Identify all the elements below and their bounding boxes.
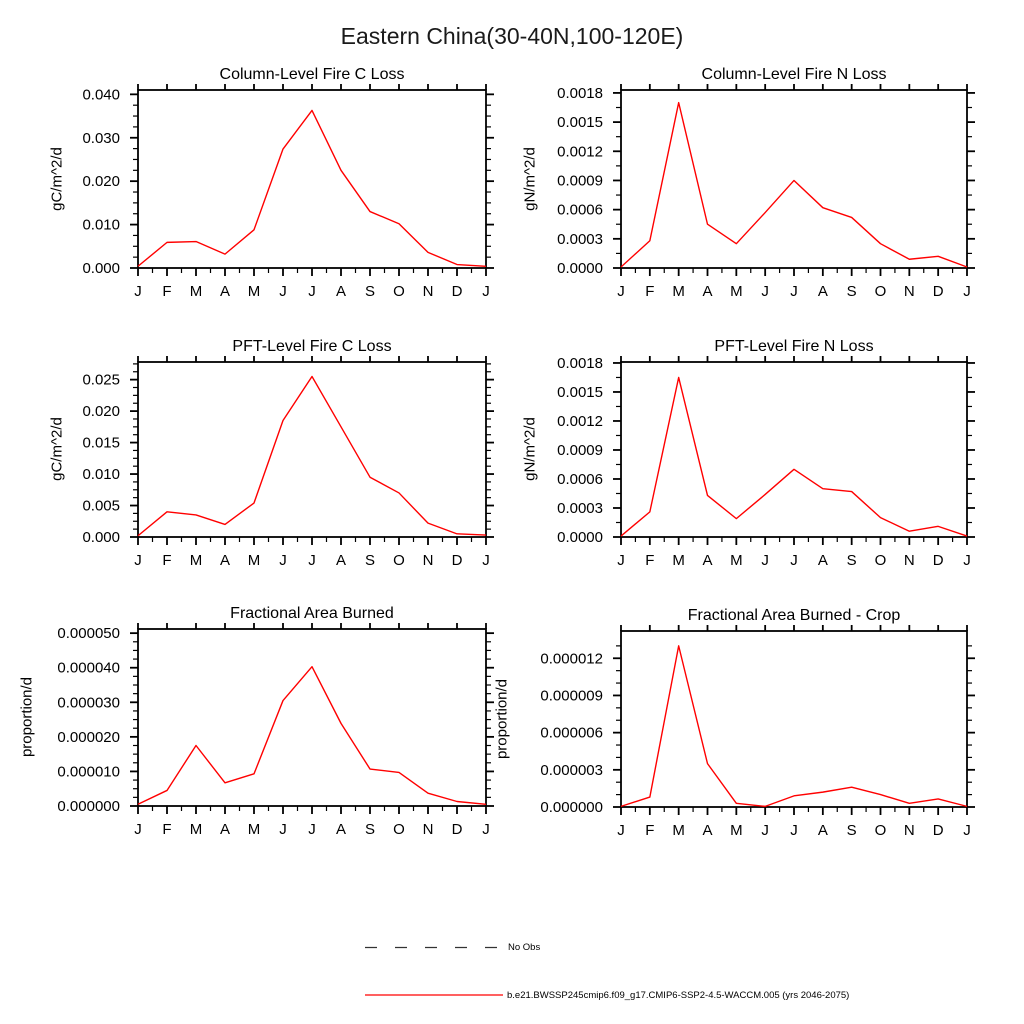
x-tick-label: S (364, 821, 376, 838)
x-tick-label: N (903, 552, 915, 569)
x-tick-label: A (219, 821, 231, 838)
y-axis-label-panel-3: gC/m^2/d (48, 417, 66, 481)
panel-title-column-fire-n-loss: Column-Level Fire N Loss (701, 66, 887, 83)
series-line (621, 103, 967, 267)
panel-3 (82, 356, 494, 569)
x-tick-label: M (189, 821, 203, 838)
x-tick-label: F (162, 552, 172, 569)
panel-5 (57, 623, 494, 838)
x-tick-label: M (730, 283, 743, 300)
x-tick-label: M (247, 283, 261, 300)
y-tick-label: 0.0006 (557, 470, 603, 488)
y-tick-label: 0.0009 (557, 172, 603, 190)
x-tick-label: O (393, 552, 405, 569)
y-tick-label: 0.020 (82, 403, 120, 421)
x-tick-label: J (617, 552, 625, 569)
x-tick-label: M (672, 283, 685, 300)
panel-frame (621, 90, 967, 268)
y-axis-label-panel-5: proportion/d (18, 676, 36, 758)
y-tick-label: 0.030 (82, 129, 120, 147)
x-tick-label: N (903, 822, 915, 839)
x-tick-label: M (189, 283, 203, 300)
x-tick-label: S (846, 552, 857, 569)
y-tick-label: 0.040 (82, 86, 120, 104)
x-tick-label: J (279, 821, 287, 838)
x-tick-label: A (702, 822, 713, 839)
x-tick-label: A (335, 552, 347, 569)
panel-2 (557, 84, 975, 300)
x-tick-label: D (932, 283, 944, 300)
x-tick-label: F (645, 822, 655, 839)
x-tick-label: A (335, 821, 347, 838)
x-tick-label: F (162, 283, 172, 300)
x-tick-label: A (817, 552, 828, 569)
x-tick-label: A (817, 283, 828, 300)
y-tick-label: 0.0015 (557, 114, 603, 132)
y-tick-label: 0.000020 (57, 728, 120, 746)
y-tick-label: 0.025 (82, 371, 120, 389)
y-tick-label: 0.010 (82, 216, 120, 234)
y-tick-label: 0.000 (82, 529, 120, 546)
y-tick-label: 0.000006 (540, 724, 603, 742)
series-line (138, 376, 486, 535)
panel-frame (138, 362, 486, 537)
y-tick-label: 0.0018 (557, 354, 603, 372)
x-tick-label: M (730, 822, 743, 839)
x-tick-label: J (134, 552, 142, 569)
y-tick-label: 0.000012 (540, 650, 603, 668)
x-tick-label: J (134, 283, 142, 300)
y-tick-label: 0.0006 (557, 201, 603, 219)
panel-title-column-fire-c-loss: Column-Level Fire C Loss (219, 66, 405, 83)
y-tick-label: 0.0012 (557, 143, 603, 161)
series-line (621, 646, 967, 807)
x-tick-label: O (874, 822, 887, 839)
x-tick-label: O (393, 283, 405, 300)
panel-frame (138, 629, 486, 806)
x-tick-label: O (393, 821, 405, 838)
x-tick-label: J (761, 283, 769, 300)
x-tick-label: J (482, 821, 490, 838)
series-line (138, 667, 486, 805)
panel-frame (621, 631, 967, 807)
x-tick-label: J (790, 283, 798, 300)
x-tick-label: F (645, 552, 655, 569)
y-tick-label: 0.000010 (57, 763, 120, 781)
x-tick-label: A (219, 552, 231, 569)
x-tick-label: N (422, 283, 434, 300)
x-tick-label: A (702, 283, 713, 300)
x-tick-label: N (422, 552, 434, 569)
y-tick-label: 0.000000 (540, 799, 603, 816)
y-tick-label: 0.000050 (57, 625, 120, 643)
figure-title: Eastern China(30-40N,100-120E) (340, 23, 684, 49)
panel-title-fractional-area-burned-crop: Fractional Area Burned - Crop (687, 607, 901, 624)
x-tick-label: J (963, 552, 971, 569)
x-tick-label: N (903, 283, 915, 300)
panel-title-fractional-area-burned: Fractional Area Burned (230, 605, 394, 622)
x-tick-label: M (672, 822, 685, 839)
x-tick-label: S (364, 283, 376, 300)
x-tick-label: J (617, 822, 625, 839)
y-tick-label: 0.000040 (57, 659, 120, 677)
panel-title-pft-fire-c-loss: PFT-Level Fire C Loss (232, 338, 392, 355)
y-tick-label: 0.000000 (57, 798, 120, 815)
x-tick-label: N (422, 821, 434, 838)
x-tick-label: J (134, 821, 142, 838)
x-tick-label: J (279, 552, 287, 569)
x-tick-label: J (308, 283, 316, 300)
y-tick-label: 0.000030 (57, 694, 120, 712)
y-axis-label-panel-2: gN/m^2/d (521, 147, 539, 211)
x-tick-label: J (482, 283, 490, 300)
x-tick-label: D (451, 283, 463, 300)
panel-title-pft-fire-n-loss: PFT-Level Fire N Loss (714, 338, 874, 355)
x-tick-label: A (702, 552, 713, 569)
x-tick-label: S (846, 822, 857, 839)
y-tick-label: 0.0003 (557, 499, 603, 517)
y-axis-label-panel-6: proportion/d (493, 678, 511, 760)
y-axis-label-panel-4: gN/m^2/d (521, 417, 539, 481)
x-tick-label: S (364, 552, 376, 569)
legend-series-label: b.e21.BWSSP245cmip6.f09_g17.CMIP6-SSP2-4.5-WACCM.005 (yrs 2046-2075) (507, 990, 850, 1001)
x-tick-label: F (162, 821, 172, 838)
x-tick-label: O (874, 552, 887, 569)
x-tick-label: M (247, 821, 261, 838)
x-tick-label: D (451, 821, 463, 838)
x-tick-label: J (790, 822, 798, 839)
y-tick-label: 0.015 (82, 434, 120, 452)
x-tick-label: A (219, 283, 231, 300)
x-tick-label: M (247, 552, 261, 569)
x-tick-label: J (308, 552, 316, 569)
x-tick-label: M (730, 552, 743, 569)
x-tick-label: F (645, 283, 655, 300)
x-tick-label: D (932, 822, 944, 839)
x-tick-label: J (790, 552, 798, 569)
x-tick-label: J (963, 283, 971, 300)
y-tick-label: 0.0003 (557, 230, 603, 248)
y-tick-label: 0.0000 (557, 260, 603, 277)
y-tick-label: 0.0015 (557, 383, 603, 401)
y-tick-label: 0.0012 (557, 412, 603, 430)
x-tick-label: M (672, 552, 685, 569)
y-tick-label: 0.000009 (540, 687, 603, 705)
x-tick-label: M (189, 552, 203, 569)
x-tick-label: A (817, 822, 828, 839)
x-tick-label: A (335, 283, 347, 300)
panel-1 (82, 84, 494, 300)
legend-no-obs-label: No Obs (508, 942, 541, 953)
x-tick-label: J (279, 283, 287, 300)
y-tick-label: 0.020 (82, 173, 120, 191)
series-line (621, 377, 967, 536)
x-tick-label: J (308, 821, 316, 838)
x-tick-label: D (451, 552, 463, 569)
panel-6 (540, 625, 975, 839)
y-tick-label: 0.000 (82, 260, 120, 277)
x-tick-label: J (761, 822, 769, 839)
x-tick-label: O (874, 283, 887, 300)
x-tick-label: J (617, 283, 625, 300)
x-tick-label: J (761, 552, 769, 569)
y-tick-label: 0.010 (82, 466, 120, 484)
x-tick-label: D (932, 552, 944, 569)
y-tick-label: 0.0018 (557, 84, 603, 102)
y-tick-label: 0.0009 (557, 441, 603, 459)
x-tick-label: S (846, 283, 857, 300)
x-tick-label: J (963, 822, 971, 839)
y-tick-label: 0.005 (82, 497, 120, 515)
series-line (138, 110, 486, 266)
x-tick-label: J (482, 552, 490, 569)
panel-4 (557, 355, 975, 569)
y-tick-label: 0.000003 (540, 761, 603, 779)
panel-frame (621, 362, 967, 537)
y-tick-label: 0.0000 (557, 529, 603, 546)
y-axis-label-panel-1: gC/m^2/d (48, 147, 66, 211)
